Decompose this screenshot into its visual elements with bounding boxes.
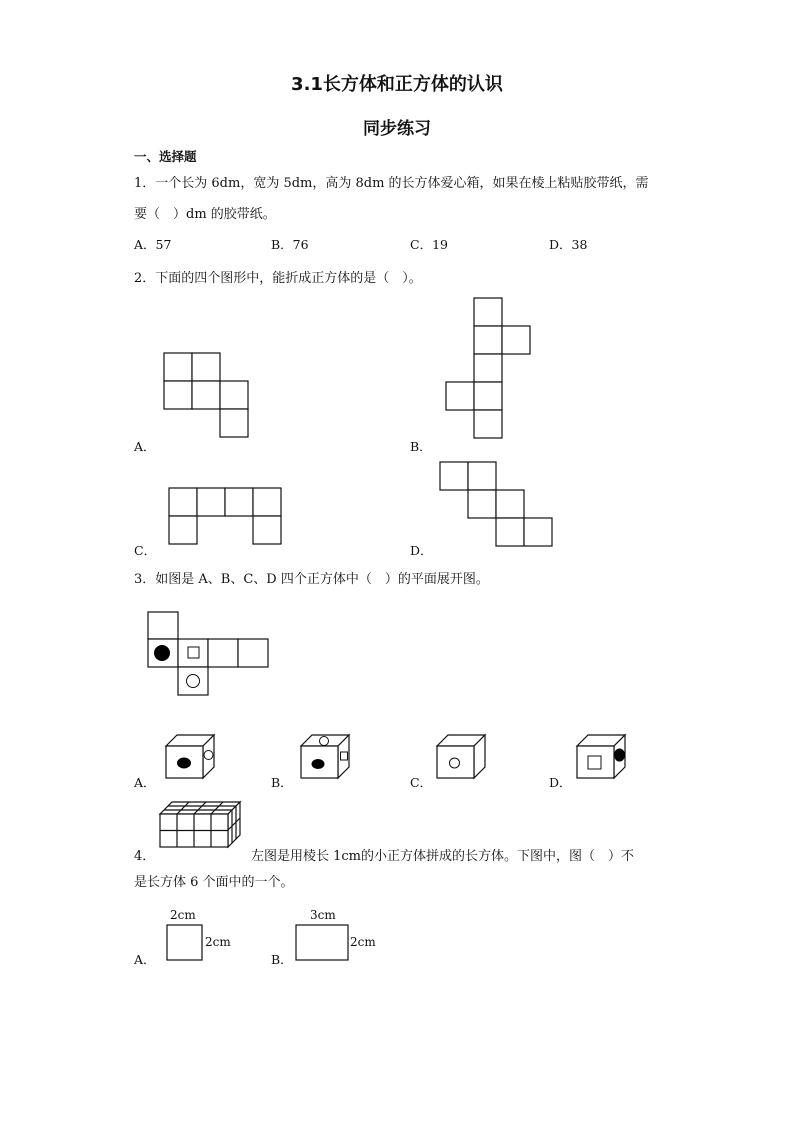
q4-fig-b-side-label: 2cm — [350, 935, 376, 949]
circle-icon — [450, 758, 460, 768]
q4-cuboid — [160, 802, 242, 850]
filled-circle-icon — [178, 758, 191, 768]
q3-option-b[interactable]: B． — [271, 775, 293, 790]
q3-option-d[interactable]: D． — [549, 775, 572, 790]
q1-text-line2: 要（ ）dm 的胶带纸。 — [134, 207, 276, 222]
square-icon — [588, 756, 601, 769]
filled-circle-icon — [312, 760, 324, 769]
circle-icon — [320, 737, 329, 746]
square-icon — [188, 647, 199, 658]
q4-text-line2: 是长方体 6 个面中的一个。 — [134, 875, 294, 890]
q1-option-c[interactable]: C．19 — [410, 237, 448, 252]
q2-net-c — [169, 488, 289, 548]
q2-option-d[interactable]: D． — [410, 543, 433, 558]
q3-option-a[interactable]: A． — [134, 775, 156, 790]
q3-cube-b — [301, 735, 356, 785]
q2-option-c[interactable]: C． — [134, 543, 157, 558]
q3-option-c[interactable]: C． — [410, 775, 433, 790]
q3-cube-c — [437, 735, 492, 785]
q4-fig-b-rectangle — [296, 925, 351, 963]
q2-option-a[interactable]: A． — [134, 439, 156, 454]
page-subtitle: 同步练习 — [363, 119, 431, 139]
q4-fig-b-top-label: 3cm — [310, 908, 336, 922]
q3-cube-net — [148, 612, 273, 702]
q4-option-b[interactable]: B． — [271, 952, 293, 967]
q2-text: 2．下面的四个图形中，能折成正方体的是（ ）。 — [134, 271, 422, 286]
q4-fig-a-square — [167, 925, 205, 963]
circle-icon — [187, 675, 200, 688]
q3-cube-a — [166, 735, 221, 785]
filled-circle-icon — [615, 749, 625, 761]
q1-option-d[interactable]: D．38 — [549, 237, 588, 252]
square-icon — [341, 752, 348, 760]
q1-option-b[interactable]: B．76 — [271, 237, 309, 252]
q1-text-line1: 1．一个长为 6dm，宽为 5dm，高为 8dm 的长方体爱心箱，如果在棱上粘贴胶带纸，需 — [134, 176, 649, 191]
q4-option-a[interactable]: A． — [134, 952, 156, 967]
q2-net-b — [446, 298, 536, 443]
filled-circle-icon — [155, 646, 170, 661]
q1-option-a[interactable]: A．57 — [134, 237, 172, 252]
q2-option-b[interactable]: B． — [410, 439, 432, 454]
q4-fig-a-top-label: 2cm — [170, 908, 196, 922]
section-heading: 一、选择题 — [134, 149, 197, 164]
q2-net-d — [440, 462, 560, 552]
page-title: 3.1长方体和正方体的认识 — [291, 74, 503, 95]
q3-cube-d — [577, 735, 632, 785]
q4-number: 4． — [134, 849, 156, 864]
circle-icon — [204, 751, 213, 760]
q4-text-line1: 左图是用棱长 1cm的小正方体拼成的长方体。下图中，图（ ）不 — [251, 849, 635, 864]
q3-text: 3．如图是 A、B、C、D 四个正方体中（ ）的平面展开图。 — [134, 572, 489, 587]
q2-net-a — [164, 353, 254, 443]
q4-fig-a-side-label: 2cm — [205, 935, 231, 949]
